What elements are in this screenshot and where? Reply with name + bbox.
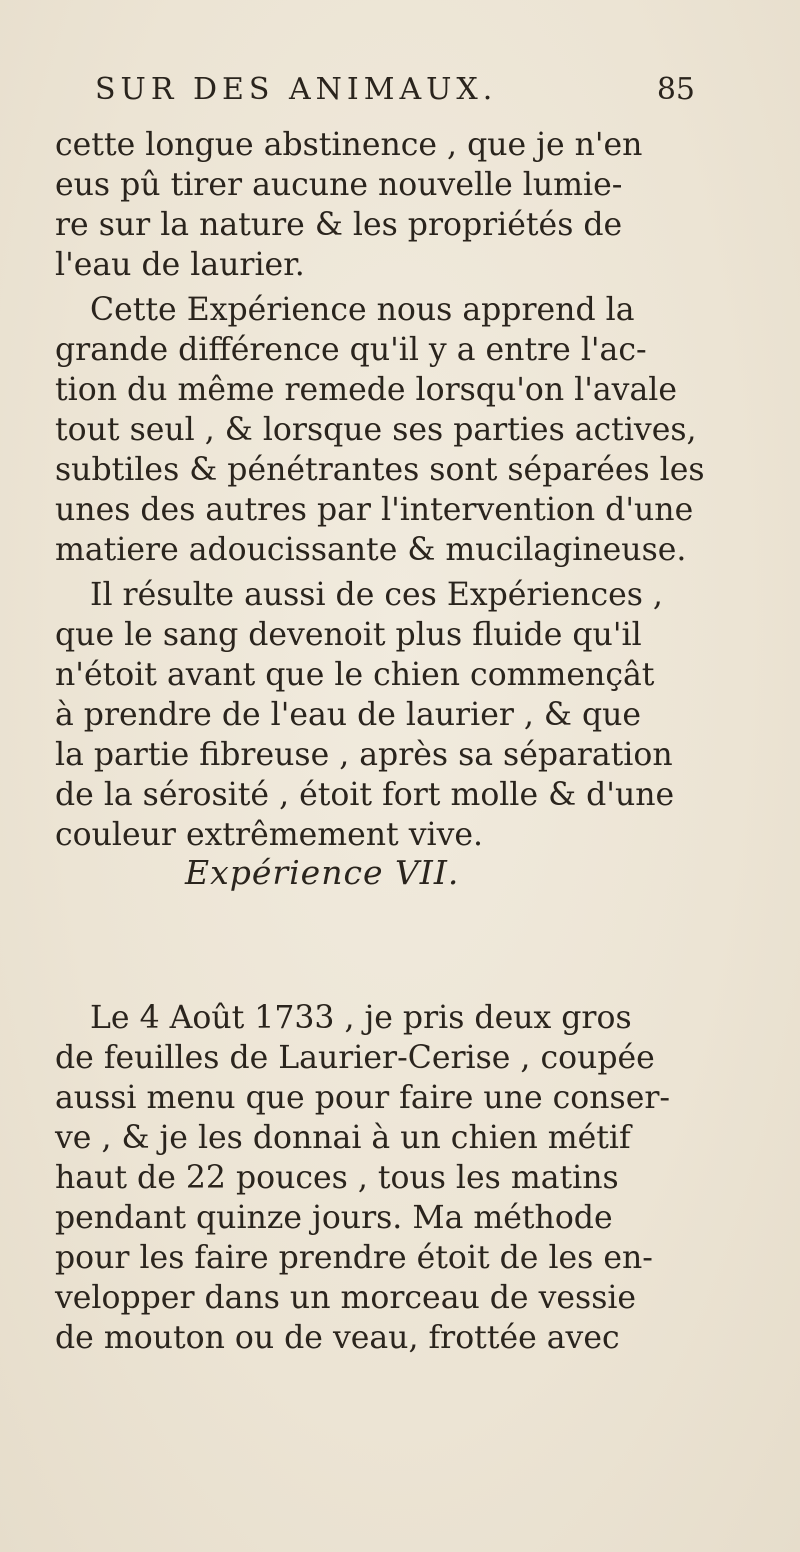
text-line: re sur la nature & les propriétés de <box>55 207 623 243</box>
text-line: unes des autres par l'intervention d'une <box>55 492 694 528</box>
text-line: Cette Expérience nous apprend la <box>90 292 635 328</box>
text-line: pendant quinze jours. Ma méthode <box>55 1200 613 1236</box>
running-title: SUR DES ANIMAUX. <box>95 72 498 107</box>
text-line: subtiles & pénétrantes sont séparées les <box>55 452 705 488</box>
text-line: tion du même remede lorsqu'on l'avale <box>55 372 677 408</box>
text-line: grande différence qu'il y a entre l'ac- <box>55 332 647 368</box>
text-line: Le 4 Août 1733 , je pris deux gros <box>90 1000 632 1036</box>
text-line: de mouton ou de veau, frottée avec <box>55 1320 620 1356</box>
text-line: haut de 22 pouces , tous les matins <box>55 1160 619 1196</box>
text-line: à prendre de l'eau de laurier , & que <box>55 697 642 733</box>
text-line: la partie fibreuse , après sa séparation <box>55 737 673 773</box>
page-number: 85 <box>656 72 695 107</box>
text-line: cette longue abstinence , que je n'en <box>55 127 643 163</box>
text-line: ve , & je les donnai à un chien métif <box>55 1120 631 1156</box>
text-line: matiere adoucissante & mucilagineuse. <box>55 532 687 568</box>
text-line: de feuilles de Laurier-Cerise , coupée <box>55 1040 655 1076</box>
text-line: n'étoit avant que le chien commençât <box>55 657 655 693</box>
text-line: eus pû tirer aucune nouvelle lumie- <box>55 167 623 203</box>
text-line: tout seul , & lorsque ses parties actives, <box>55 412 697 448</box>
section-heading: Expérience VII. <box>185 853 460 892</box>
text-line: velopper dans un morceau de vessie <box>55 1280 637 1316</box>
text-line: l'eau de laurier. <box>55 247 305 283</box>
text-line: de la sérosité , étoit fort molle & d'une <box>55 777 675 813</box>
text-line: Il résulte aussi de ces Expériences , <box>90 577 663 613</box>
text-line: pour les faire prendre étoit de les en- <box>55 1240 653 1276</box>
text-line: aussi menu que pour faire une conser- <box>55 1080 671 1116</box>
page-header <box>95 72 695 122</box>
text-line: que le sang devenoit plus fluide qu'il <box>55 617 642 653</box>
text-line: couleur extrêmement vive. <box>55 817 484 853</box>
